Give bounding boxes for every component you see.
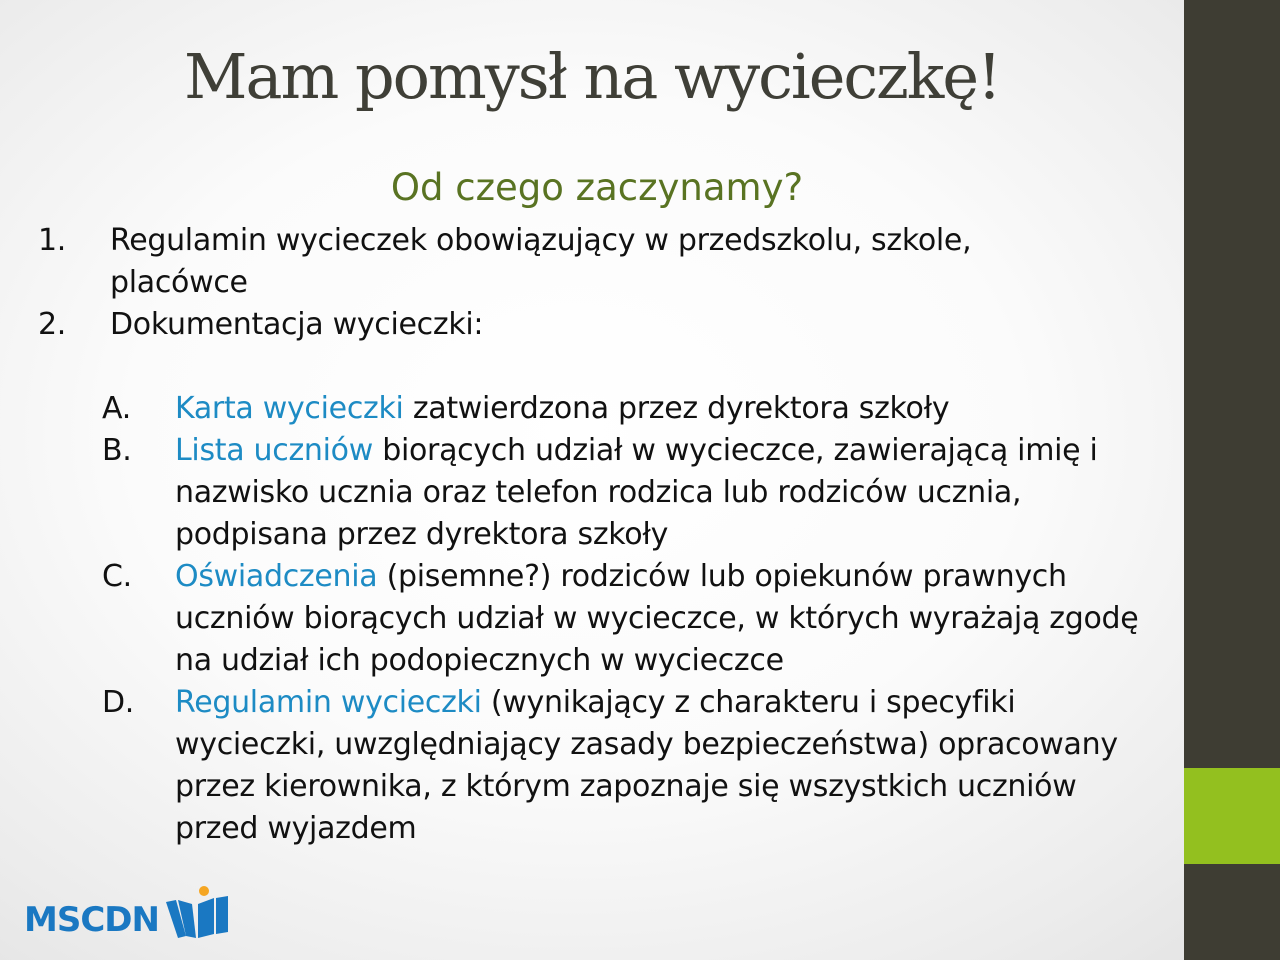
- list-item-text: Dokumentacja wycieczki:: [110, 307, 484, 342]
- highlight-term: Oświadczenia: [175, 559, 378, 594]
- slide-subtitle: Od czego zaczynamy?: [390, 166, 804, 209]
- list-item-b: [0, 430, 1160, 556]
- highlight-term: Lista uczniów: [175, 433, 373, 468]
- list-item-text: biorących udział w wycieczce, zawierającą imię i nazwisko ucznia oraz telefon rodzica lub rodziców ucznia, podpisana przez dyrektora szkoły: [175, 433, 1098, 552]
- highlight-term: Regulamin wycieczki: [175, 685, 482, 720]
- list-item-d: [0, 682, 1160, 850]
- mscdn-logo: [24, 884, 244, 944]
- list-item-text: (wynikający z charakteru i specyfiki wycieczki, uwzględniający zasady bezpieczeństwa) opracowany przez kierownika, z którym zapoznaje się wszystkich uczniów przed wyjazdem: [175, 685, 1118, 846]
- slide-title: Mam pomysł na wycieczkę!: [184, 40, 1000, 113]
- list-item-text: Regulamin wycieczek obowiązujący w przedszkolu, szkole, placówce: [110, 223, 972, 300]
- list-marker: A.: [102, 391, 131, 426]
- book-icon: [162, 884, 232, 942]
- list-marker: B.: [102, 433, 132, 468]
- list-item-c: [0, 556, 1160, 682]
- list-item-text: zatwierdzona przez dyrektora szkoły: [403, 391, 950, 426]
- list-spacer: [0, 346, 1184, 388]
- list-item-1: [0, 220, 1060, 304]
- decorative-sidebar-accent: [1184, 768, 1280, 864]
- logo-text: MSCDN: [24, 900, 159, 940]
- list-marker: 2.: [38, 307, 67, 342]
- list-item-text: (pisemne?) rodziców lub opiekunów prawnych uczniów biorących udział w wycieczce, w których wyrażają zgodę na udział ich podopiecznych w wycieczce: [175, 559, 1139, 678]
- content-list: [0, 220, 1184, 850]
- list-marker: D.: [102, 685, 135, 720]
- list-marker: 1.: [38, 223, 67, 258]
- list-item-a: [0, 388, 1160, 430]
- highlight-term: Karta wycieczki: [175, 391, 404, 426]
- list-marker: C.: [102, 559, 132, 594]
- list-item-2: [0, 304, 1060, 346]
